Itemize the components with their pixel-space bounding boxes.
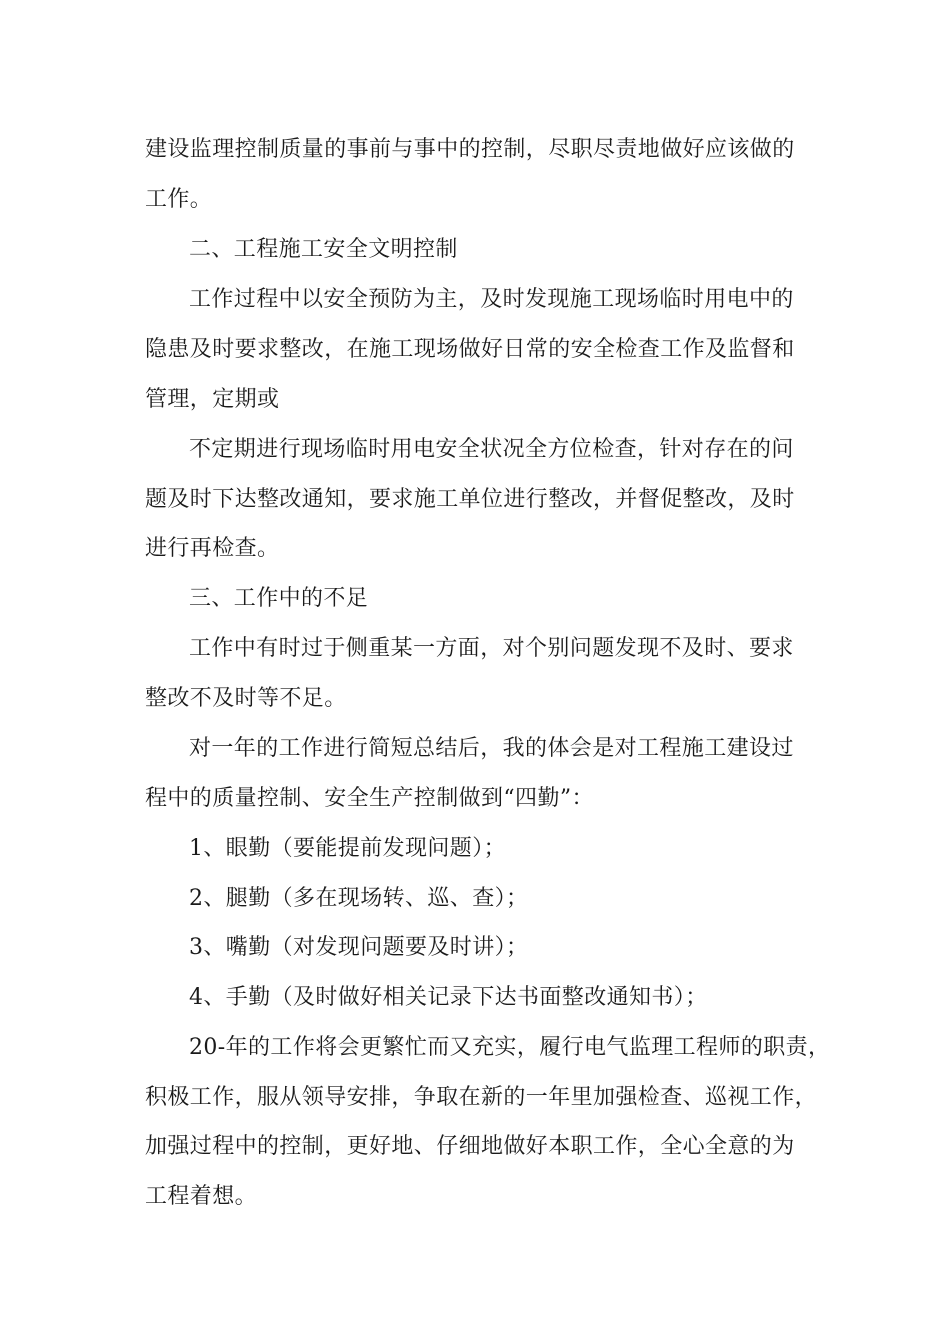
- text-line: 20-年的工作将会更繁忙而又充实，履行电气监理工程师的职责，: [189, 1035, 831, 1060]
- text-line: 工作过程中以安全预防为主，及时发现施工现场临时用电中的: [189, 287, 794, 312]
- text-line: 工程着想。: [145, 1184, 258, 1209]
- text-line: 工作。: [145, 187, 213, 212]
- text-line: 整改不及时等不足。: [145, 686, 347, 711]
- section-heading: 三、工作中的不足: [189, 586, 369, 611]
- list-item: 3、嘴勤（对发现问题要及时讲）；: [189, 935, 529, 960]
- text-line: 管理，定期或: [145, 387, 280, 412]
- list-item: 2、腿勤（多在现场转、巡、查）；: [189, 886, 529, 911]
- text-line: 不定期进行现场临时用电安全状况全方位检查，针对存在的问: [189, 437, 794, 462]
- text-line: 对一年的工作进行简短总结后，我的体会是对工程施工建设过: [189, 736, 794, 761]
- list-item: 1、眼勤（要能提前发现问题）；: [189, 836, 506, 861]
- text-line: 工作中有时过于侧重某一方面，对个别问题发现不及时、要求: [189, 636, 794, 661]
- list-item: 4、手勤（及时做好相关记录下达书面整改通知书）；: [189, 985, 708, 1010]
- text-line: 隐患及时要求整改，在施工现场做好日常的安全检查工作及监督和: [145, 337, 795, 362]
- text-line: 加强过程中的控制，更好地、仔细地做好本职工作，全心全意的为: [145, 1134, 795, 1159]
- section-heading: 二、工程施工安全文明控制: [189, 237, 458, 262]
- text-line: 题及时下达整改通知，要求施工单位进行整改，并督促整改，及时: [145, 487, 795, 512]
- text-line: 进行再检查。: [145, 536, 280, 561]
- text-line: 程中的质量控制、安全生产控制做到“四勤”：: [145, 786, 594, 811]
- text-line: 建设监理控制质量的事前与事中的控制，尽职尽责地做好应该做的: [145, 137, 795, 162]
- text-line: 积极工作，服从领导安排，争取在新的一年里加强检查、巡视工作，: [145, 1085, 818, 1110]
